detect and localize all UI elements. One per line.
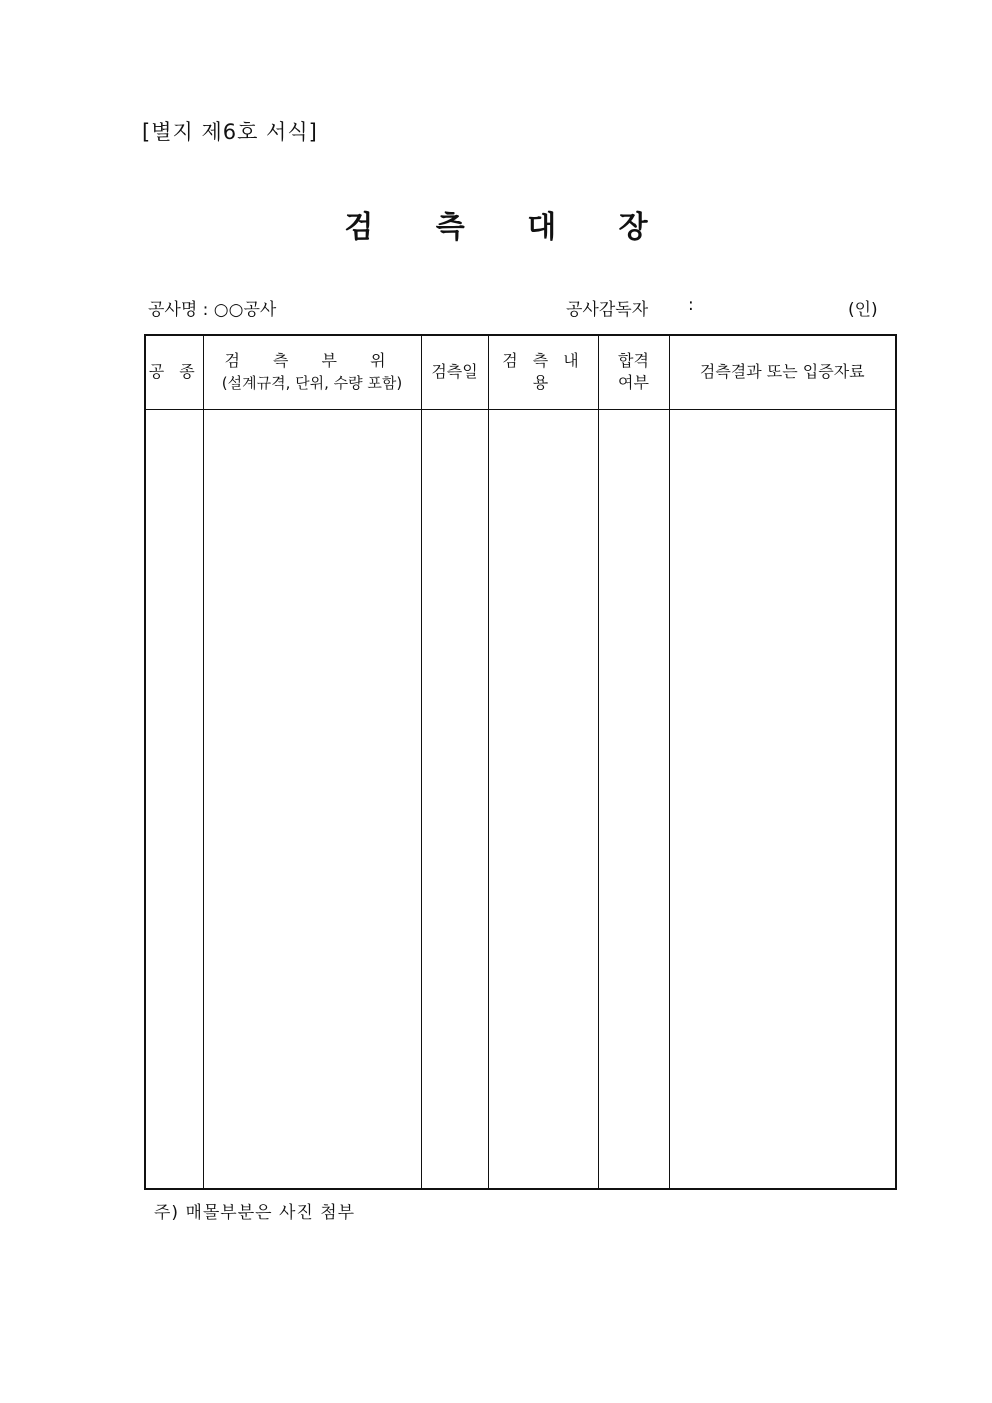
- header-work-type: 공 종: [145, 335, 203, 409]
- form-number: [별지 제6호 서식]: [142, 120, 318, 144]
- cell-inspection-part[interactable]: [203, 409, 421, 1189]
- supervisor-label: 공사감독자: [566, 300, 649, 320]
- table-header-row: [145, 335, 896, 409]
- cell-inspection-content[interactable]: [488, 409, 598, 1189]
- cell-work-type[interactable]: [145, 409, 203, 1189]
- table-row: [145, 409, 896, 1189]
- header-result: 검측결과 또는 입증자료: [669, 335, 896, 409]
- inspection-ledger-table: [144, 334, 897, 1190]
- header-inspection-part-sub: (설계규격, 단위, 수량 포함): [221, 374, 403, 393]
- header-inspection-date: 검측일: [421, 335, 488, 409]
- header-inspection-part-title: 검 측 부 위: [224, 351, 400, 371]
- project-name: 공사명 : ○○공사: [148, 300, 277, 320]
- cell-pass[interactable]: [598, 409, 669, 1189]
- cell-result[interactable]: [669, 409, 896, 1189]
- document-title: 검 측 대 장: [344, 210, 674, 245]
- header-pass-line1: 합격: [618, 351, 649, 371]
- header-inspection-content: 검 측 내 용: [488, 335, 598, 409]
- seal-mark: (인): [848, 300, 878, 320]
- supervisor-colon: :: [688, 295, 694, 315]
- footnote: 주) 매몰부분은 사진 첨부: [154, 1203, 356, 1223]
- header-inspection-part: [203, 335, 421, 409]
- header-pass: [598, 335, 669, 409]
- header-pass-line2: 여부: [618, 373, 649, 393]
- cell-inspection-date[interactable]: [421, 409, 488, 1189]
